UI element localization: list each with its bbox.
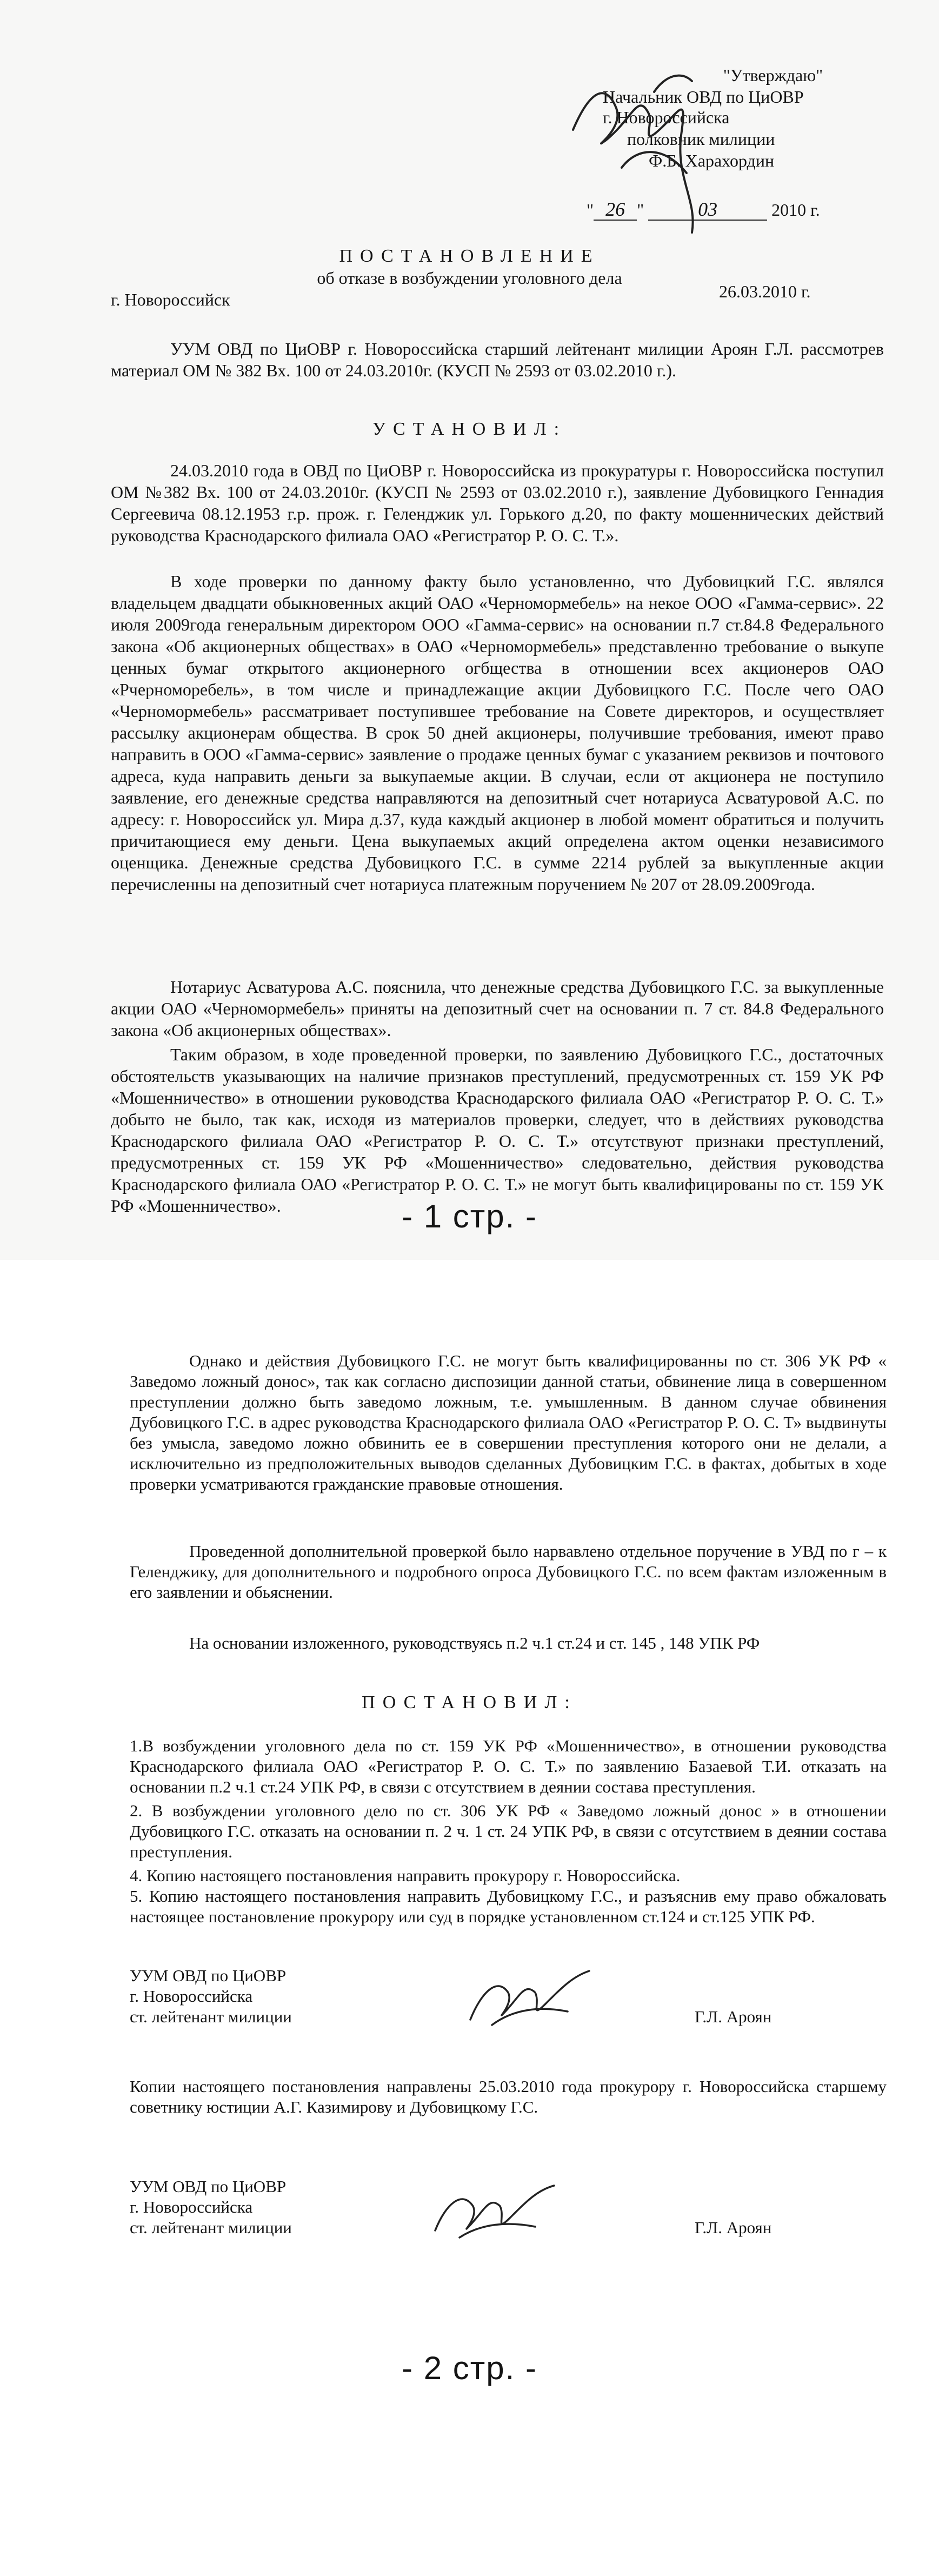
approval-signature <box>557 59 735 254</box>
sign1-line2: г. Новороссийска <box>130 1987 253 2006</box>
intro-paragraph: УУМ ОВД по ЦиОВР г. Новороссийска старший лейтенант милиции Ароян Г.Л. рассмотрев материал ОМ № 382 Вх. 100 от 24.03.2010г. (КУСП № 2593 от 03.02.2010 г.). <box>111 339 888 380</box>
resolved-item-4: 4. Копию настоящего постановления направить прокурору г. Новороссийска. <box>130 1866 681 1885</box>
resolved-item-2: 2. В возбуждении уголовного дело по ст. 306 УК РФ « Заведомо ложный донос » в отношении Дубовицкого Г.С. отказать на основании п. 2 ч. 1 ст. 24 УПК РФ, в связи с отсутствием в деянии состава преступления. <box>130 1801 891 1861</box>
page-2-label: - 2 стр. - <box>402 2350 537 2386</box>
resolved-heading: ПОСТАНОВИЛ: <box>362 1692 577 1712</box>
copies-note: Копии настоящего постановления направлены 25.03.2010 года прокурору г. Новороссийска старшему советнику юстиции А.Г. Казимирову и Дубовицкому Г.С. <box>130 2077 891 2116</box>
document-title: ПОСТАНОВЛЕНИЕ <box>339 246 600 266</box>
established-paragraph-1: 24.03.2010 года в ОВД по ЦиОВР г. Новороссийска из прокуратуры г. Новороссийска поступил ОМ №382 Вх. 100 от 24.03.2010г. (КУСП № 2593 от 03.02.2010 г.), заявление Дубовицкого Геннадия Сергеевича 08.12.1953 г.р. прож. г. Геленджик ул. Горького д.20, по факту мошеннических действий руководства Краснодарского филиала ОАО «Регистратор Р. О. С. Т.». <box>111 461 888 545</box>
page-1 <box>0 0 939 1260</box>
sign1-name: Г.Л. Ароян <box>695 2007 772 2026</box>
sign1-line1: УУМ ОВД по ЦиОВР <box>130 1966 287 1985</box>
established-paragraph-3: Нотариус Асватурова А.С. пояснила, что денежные средства Дубовицкого Г.С. за выкупленные акции ОАО «Черномормебель» приняты на депозитный счет на основании п. 7 ст. 84.8 Федерального закона «Об акционерных обществах». <box>111 977 888 1040</box>
signature-1 <box>459 1960 600 2036</box>
approval-date-month: 03 <box>648 199 767 221</box>
page-1-label: - 1 стр. - <box>402 1198 537 1234</box>
approval-rank: полковник милиции <box>627 129 775 149</box>
approval-city: г. Новороссийска <box>603 108 730 127</box>
approval-stamp-label: "Утверждаю" <box>723 65 823 85</box>
document-place: г. Новороссийск <box>111 290 230 309</box>
approval-name: Ф.Б. Харахордин <box>649 151 775 170</box>
sign2-line2: г. Новороссийска <box>130 2197 253 2216</box>
approval-date-day: 26 <box>594 199 637 221</box>
resolved-item-1: 1.В возбуждении уголовного дела по ст. 159 УК РФ «Мошенничество», в отношении руководства Краснодарского филиала ОАО «Регистратор Р. О. С. Т.» по заявлению Базаевой Т.И. отказать на основании п.2 ч.1 ст.24 УПК РФ, в связи с отсутствием в деянии состава преступления. <box>130 1736 891 1796</box>
established-paragraph-2: В ходе проверки по данному факту было установленно, что Дубовицкий Г.С. являлся владельцем двадцати обыкновенных акций ОАО «Черномормебель» на некое ООО «Гамма-сервис». 22 июля 2009года генеральным директором ООО «Гамма-сервис» на основании п.7 ст.84.8 Федерального закона «Об акционерных обществах» в ОАО «Черномормебель» представленно требование о выкупе ценных бумаг открытого акционерного огбщества в отношении всех акционеров ОАО «Рчерноморебель», в том числе и принадлежащие акции Дубовицкого Г.С. После чего ОАО «Черномормебель» рассматривает поступившее требование на Совете директоров, и осуществляет рассылку акционерам общества. В срок 50 дней акционеры, получившие требования, имеют право направить в ООО «Гамма-сервис» заявление о продаже ценных бумаг с указанием реквизов и почтового адреса, куда направить деньги за выкупаемые акции. В случаи, если от акционера не поступило заявление, его денежные средства направляются на депозитный счет нотариуса Асватуровой А.С. по адресу: г. Новороссийск ул. Мира д.37, куда каждый акционер в любой момент обратиться и получить причитающиеся ему деньги. Цена выкупаемых акций определена актом оценки независимого оценщика. Денежные средства Дубовицкого Г.С. в сумме 2214 рублей за выкупленные акции перечисленны на депозитный счет нотариуса платежным поручением № 207 от 28.09.2009года. <box>111 572 888 894</box>
refusal-paragraph-1: Однако и действия Дубовицкого Г.С. не могут быть квалифицированны по ст. 306 УК РФ « Заведомо ложный донос», так как согласно диспозиции данной статьи, обвинение лица в совершенном преступлении должно быть заведомо ложным, т.е. умышленным. В данном случае обвинения Дубовицкого Г.С. в адрес руководства Краснодарского филиала ОАО «Регистратор Р. О. С. Т» выдвинуты без умысла, заведомо ложно обвинить ее в совершении преступления которого они не делали, а исключительно из предположительных выводов сделанных Дубовицким Г.С. в фактах, добытых в ходе проверки усматриваются гражданские правовые отношения. <box>130 1351 891 1493</box>
sign2-line3: ст. лейтенант милиции <box>130 2218 292 2237</box>
basis-paragraph: На основании изложенного, руководствуясь п.2 ч.1 ст.24 и ст. 145 , 148 УПК РФ <box>189 1634 760 1652</box>
page-2 <box>0 1260 939 2576</box>
approval-date-year: 2010 г. <box>771 200 820 220</box>
established-paragraph-4: Таким образом, в ходе проведенной проверки, по заявлению Дубовицкого Г.С., достаточных обстоятельств указывающих на наличие признаков преступлений, предусмотренных ст. 159 УК РФ «Мошенничество» в отношении руководства Краснодарского филиала ОАО «Регистратор Р. О. С. Т.» добыто не было, так как, исходя из материалов проверки, следует, что в действиях руководства Краснодарского филиала ОАО «Регистратор Р. О. С. Т.» отсутствуют признаки преступлений, предусмотренных ст. 159 УК РФ «Мошенничество» следовательно, действия руководства Краснодарского филиала ОАО «Регистратор Р. О. С. Т.» не могут быть квалифицированы по ст. 159 УК РФ «Мошенничество». <box>111 1045 888 1216</box>
sign2-line1: УУМ ОВД по ЦиОВР <box>130 2177 287 2196</box>
sign2-name: Г.Л. Ароян <box>695 2218 772 2237</box>
refusal-paragraph-2: Проведенной дополнительной проверкой было нарвавлено отдельное поручение в УВД по г – к Геленджику, для дополнительного и подробного опроса Дубовицкого Г.С. по всем фактам изложенным в его заявлении и обьяснении. <box>130 1542 891 1602</box>
signature-2 <box>422 2174 562 2249</box>
document-date: 26.03.2010 г. <box>719 282 811 301</box>
document-subtitle: об отказе в возбуждении уголовного дела <box>317 268 622 288</box>
sign1-line3: ст. лейтенант милиции <box>130 2007 292 2026</box>
approval-date: " 26 " 03 2010 г. <box>587 198 820 220</box>
established-heading: УСТАНОВИЛ: <box>372 419 567 439</box>
approval-position: Начальник ОВД по ЦиОВР <box>603 87 804 107</box>
resolved-item-5: 5. Копию настоящего постановления направить Дубовицкому Г.С., и разъяснив ему право обжаловать настоящее постановление прокурору или суд в порядке установленном ст.124 и ст.125 УПК РФ. <box>130 1887 891 1926</box>
